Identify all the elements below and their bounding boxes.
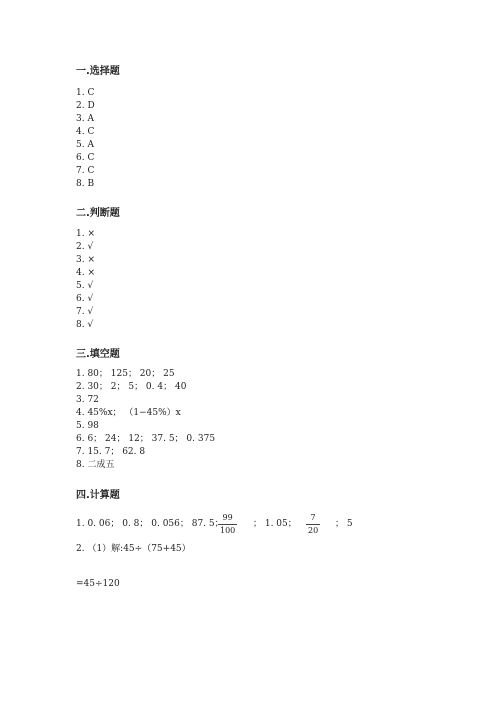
judgment-answer-8: 8. √ — [76, 320, 94, 330]
judgment-answer-1: 1. × — [76, 229, 95, 239]
section-title-calculation: 四.计算题 — [76, 490, 120, 501]
calc-answer-1-suffix: ； 5 — [335, 519, 353, 529]
fill-answer-1: 1. 80； 125； 20； 25 — [76, 369, 175, 379]
calc-answer-1-middle: ； 1. 05； — [253, 519, 297, 529]
judgment-answer-5: 5. √ — [76, 281, 94, 291]
fill-answer-7: 7. 15. 7； 62. 8 — [76, 447, 146, 457]
fraction-bar — [306, 524, 320, 525]
fill-answer-8: 8. 二成五 — [76, 460, 115, 470]
choice-answer-8: 8. B — [76, 179, 95, 189]
fraction-numerator: 99 — [222, 513, 233, 522]
calc-answer-2: 2. （1）解:45÷（75+45） — [76, 544, 191, 554]
choice-answer-4: 4. C — [76, 127, 95, 137]
judgment-answer-7: 7. √ — [76, 307, 94, 317]
fill-answer-5: 5. 98 — [76, 421, 99, 431]
choice-answer-1: 1. C — [76, 88, 95, 98]
judgment-answer-3: 3. × — [76, 255, 95, 265]
fraction-denominator: 20 — [308, 526, 319, 535]
section-title-fill-blank: 三.填空题 — [76, 349, 120, 360]
fraction-99-over-100 — [218, 513, 237, 536]
judgment-answer-4: 4. × — [76, 268, 95, 278]
judgment-answer-6: 6. √ — [76, 294, 94, 304]
fill-answer-2: 2. 30； 2； 5； 0. 4； 40 — [76, 382, 187, 392]
choice-answer-3: 3. A — [76, 114, 94, 124]
choice-answer-2: 2. D — [76, 101, 95, 111]
fraction-denominator: 100 — [220, 526, 236, 535]
fraction-7-over-20 — [306, 513, 320, 536]
choice-answer-5: 5. A — [76, 140, 94, 150]
calc-answer-1-prefix: 1. 0. 06； 0. 8； 0. 056； 87. 5； — [76, 519, 224, 529]
section-title-choice: 一.选择题 — [76, 66, 120, 77]
fill-answer-6: 6. 6； 24； 12； 37. 5； 0. 375 — [76, 434, 216, 444]
calc-answer-2-step: =45÷120 — [76, 579, 120, 589]
fill-answer-3: 3. 72 — [76, 395, 99, 405]
choice-answer-6: 6. C — [76, 153, 95, 163]
fraction-numerator: 7 — [310, 513, 316, 522]
section-title-judgment: 二.判断题 — [76, 208, 120, 219]
fraction-bar — [218, 524, 237, 525]
fill-answer-4: 4. 45%x； （1−45%）x — [76, 408, 181, 418]
choice-answer-7: 7. C — [76, 166, 95, 176]
judgment-answer-2: 2. √ — [76, 242, 94, 252]
